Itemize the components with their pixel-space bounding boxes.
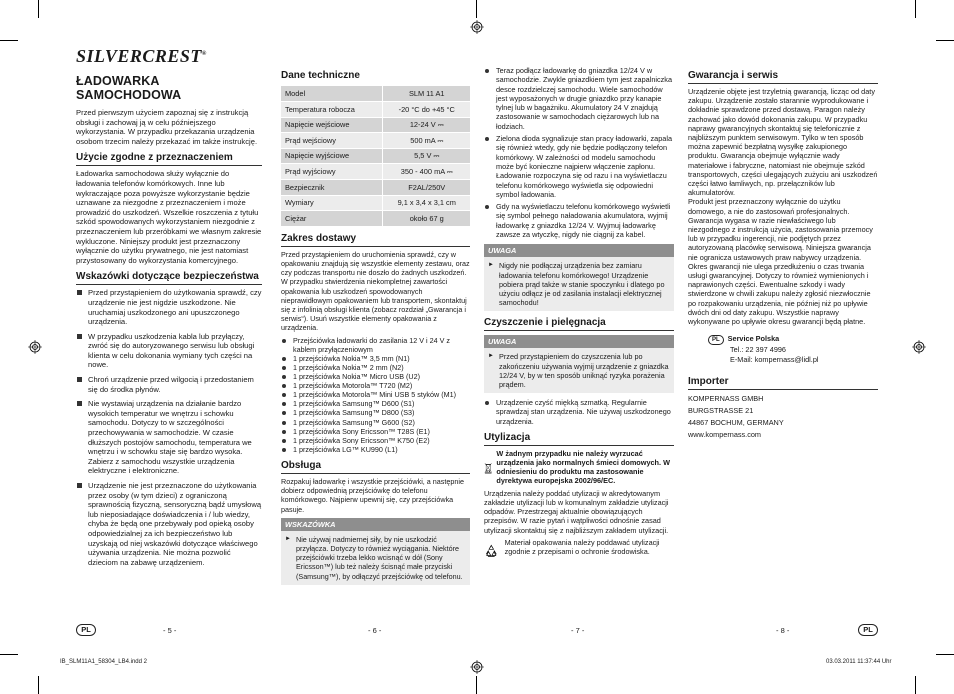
spec-key: Prąd wejściowy <box>281 133 383 149</box>
spec-value: F2AL/250V <box>383 180 470 196</box>
spec-value: 5,5 V ⎓ <box>383 148 470 164</box>
safety-item: Chroń urządzenie przed wilgocią i przedostaniem się do środka płynów. <box>76 375 262 394</box>
list-item: 1 przejściówka Nokia™ 2 mm (N2) <box>281 363 470 372</box>
list-item: Urządzenie czyść miękką szmatką. Regularnie sprawdzaj stan urządzenia. Nie używaj uszkodzonego urządzenia. <box>484 398 674 426</box>
table-row <box>281 180 470 196</box>
delivery-list <box>281 336 470 454</box>
crop-mark <box>936 654 954 655</box>
column-page-5 <box>76 74 262 572</box>
page-number-6: - 6 - <box>368 626 382 635</box>
registration-mark-icon <box>470 660 484 674</box>
print-filename: IB_SLM11A1_58304_LB4.indd 2 <box>60 659 147 665</box>
table-row <box>281 86 470 102</box>
spec-value: SLM 11 A1 <box>383 86 470 102</box>
safety-item: Przed przystąpieniem do użytkowania sprawdź, czy urządzenie nie jest nigdzie uszkodzone. Nie uruchamiaj uszkodzonego ani upuszczonego urządzenia. <box>76 288 262 326</box>
print-timestamp: 03.03.2011 11:37:44 Uhr <box>826 659 892 665</box>
delivery-text: Przed przystąpieniem do uruchomienia sprawdź, czy w opakowaniu znajdują się wszystkie elementy zestawu, oraz czy podczas transportu nie doszło do żadnych uszkodzeń. W przypadku stwierdzenia niekompletnej zawartości opakowania lub uszkodzeń spowodowanych nieprawidłowym opakowaniem lub transportem, skontaktuj się z infolinią obsługi klienta (zobacz rozdział „Gwarancja i serwis“). Usuń wszystkie elementy opakowania z urządzenia. <box>281 249 470 333</box>
table-row <box>281 102 470 118</box>
disposal-block <box>484 449 674 487</box>
spec-value: 350 - 400 mA ⎓ <box>383 164 470 180</box>
safety-item: W przypadku uszkodzenia kabla lub przyłączy, zwróć się do autoryzowanego serwisu lub obsługi klienta w celu dokonania wymiany tych części na nowe. <box>76 332 262 370</box>
intro-text: Przed pierwszym użyciem zapoznaj się z instrukcją obsługi i zachowaj ją w celu późniejszego wykorzystania. W przypadku przekazania urządzenia osobom trzecim należy przekazać im także instrukcję. <box>76 108 258 146</box>
heading-technical-data: Dane techniczne <box>281 70 360 81</box>
registration-mark-icon <box>470 20 484 34</box>
crop-mark <box>915 0 916 18</box>
tip-box <box>281 531 470 585</box>
service-country-badge: PL <box>708 335 724 345</box>
spec-value: 500 mA ⎓ <box>383 133 470 149</box>
spec-table <box>281 86 470 227</box>
spec-key: Ciężar <box>281 211 383 227</box>
importer-address <box>688 393 878 440</box>
page-number-8: - 8 - <box>776 626 790 635</box>
page-number-5: - 5 - <box>163 626 177 635</box>
crop-mark <box>0 654 18 655</box>
crop-mark <box>476 0 477 18</box>
column-page-8 <box>688 66 878 441</box>
crop-mark <box>915 676 916 694</box>
spec-key: Temperatura robocza <box>281 102 383 118</box>
spec-value: 12-24 V ⎓ <box>383 117 470 133</box>
spec-value: 9,1 x 3,4 x 3,1 cm <box>383 195 470 211</box>
column-page-6 <box>281 66 470 590</box>
warning-banner: UWAGA <box>484 335 674 348</box>
spec-key: Wymiary <box>281 195 383 211</box>
list-item: Teraz podłącz ładowarkę do gniazdka 12/24 V w samochodzie. Zwykle gniazdkiem tym jest zapalniczka desce rozdzielczej samochodu. Wiele samochodów jest wyposażonych w drugie gniazdko przy kanapie tylnej lub w bagażniku. Akumulatory 24 V znajdują zastosowanie w samochodach ciężarowych lub na łodziach. <box>484 66 674 131</box>
list-item: 1 przejściówka Nokia™ Micro USB (U2) <box>281 372 470 381</box>
crop-mark <box>38 676 39 694</box>
table-row <box>281 148 470 164</box>
safety-item: Nie wystawiaj urządzenia na działanie bardzo wysokich temperatur we wnętrzu i schowku samochodu. Dotyczy to w szczególności przechowywania w samochodzie. W czasie dłuższych postojów samochodu, temperatura we wnętrzu i w schowku staje się bardzo wysoka. Zabierz z samochodu wszystkie urządzenia elektryczne i elektroniczne. <box>76 399 262 476</box>
table-row <box>281 117 470 133</box>
heading-intended-use: Użycie zgodne z przeznaczeniem <box>76 152 262 166</box>
heading-safety: Wskazówki dotyczące bezpieczeństwa <box>76 271 262 285</box>
warning-text: ► Przed przystąpieniem do czyszczenia lub po zakończeniu używania wyjmij urządzenie z gniazdka 12/24 V, by w ten sposób uniknąć ryzyka porażenia prądem. <box>487 352 671 389</box>
importer-street: BURGSTRASSE 21 <box>688 406 754 416</box>
spec-value: -20 °C do +45 °C <box>383 102 470 118</box>
language-badge-left: PL <box>76 624 96 636</box>
warning-banner: UWAGA <box>484 244 674 257</box>
spec-key: Model <box>281 86 383 102</box>
importer-name: KOMPERNASS GMBH <box>688 394 764 404</box>
crop-mark <box>38 0 39 18</box>
warning-box <box>484 257 674 311</box>
warranty-text: Produkt jest przeznaczony wyłącznie do użytku domowego, a nie do zastosowań profesjonalnych. Gwarancja wygasa w razie niewłaściwego lub niezgodnego z instrukcją użycia, zastosowania przemocy lub w przypadku ingerencji, nie podjętych przez autoryzowaną placówkę serwisową. Niniejsza gwarancja nie ogranicza ustawowych praw nabywcy urządzenia. Okres gwarancji nie ulega przedłużeniu o czas trwania usługi gwarancyjnej. Dotyczy to również wymienionych i naprawionych części. Ewentualne szkody i wady stwierdzone w chwili zakupu należy zgłosić niezwłocznie po rozpakowaniu urządzenia, nie później niż po upływie dwóch dni od daty zakupu. Wszystkie naprawy wykonywane po upływie okresu gwarancji będą płatne. <box>688 197 873 327</box>
page-number-7: - 7 - <box>571 626 585 635</box>
list-item: Przejściówka ładowarki do zasilania 12 V i 24 V z kablem przyłączeniowym <box>281 336 470 354</box>
language-badge-right: PL <box>858 624 878 636</box>
spec-key: Napięcie wyjściowe <box>281 148 383 164</box>
warranty-text: Urządzenie objęte jest trzyletnią gwarancją, licząc od daty zakupu. Urządzenie zostało starannie wyprodukowane i dokładnie sprawdzone przed dostawą. Paragon należy zachować jako dowód dokonania zakupu. W przypadku naprawy gwarancyjnych skontaktuj się telefonicznie z najbliższym punktem serwisowym. Tylko w ten sposób można zapewnić bezpłatną wysyłkę zakupionego produktu. Gwarancja obejmuje wyłącznie wady materiałowe i fabryczne, natomiast nie obejmuje szkód transportowych, części ulegających zużyciu ani uszkodzeń części łatwo łamliwych, np. przełączników lub akumulatorów. <box>688 87 878 198</box>
service-email: E-Mail: kompernass@lidl.pl <box>730 354 819 364</box>
list-item: 1 przejściówka Samsung™ D800 (S3) <box>281 408 470 417</box>
packaging-block <box>484 538 674 564</box>
table-row <box>281 133 470 149</box>
service-phone: Tel.: 22 397 4996 <box>730 345 786 355</box>
page-title: ŁADOWARKA SAMOCHODOWA <box>76 74 182 102</box>
list-item: 1 przejściówka Motorola™ T720 (M2) <box>281 381 470 390</box>
registration-mark-icon <box>28 340 42 354</box>
recycling-icon <box>484 538 499 564</box>
brand-logo: SILVERCREST® <box>76 46 207 66</box>
service-block <box>688 334 878 364</box>
tip-text: ► Nie używaj nadmiernej siły, by nie uszkodzić przyłącza. Dotyczy to również wyciągania. Niektóre przejściówki trzeba lekko wcisnąć w dół (Sony Ericsson™) lub też należy ścisnąć małe przyciski (Samsung™), by odłączyć przejściówkę od telefonu. <box>284 535 467 581</box>
list-item: 1 przejściówka Motorola™ Mini USB 5 styków (M1) <box>281 390 470 399</box>
table-row <box>281 164 470 180</box>
weee-bin-icon <box>484 449 492 487</box>
tip-banner: WSKAZÓWKA <box>281 518 470 531</box>
heading-disposal: Utylizacja <box>484 432 674 446</box>
importer-website: www.kompernass.com <box>688 429 761 439</box>
list-item: 1 przejściówka Samsung™ G600 (S2) <box>281 418 470 427</box>
list-item: 1 przejściówka Sony Ericsson™ T28S (E1) <box>281 427 470 436</box>
spec-key: Prąd wyjściowy <box>281 164 383 180</box>
heading-delivery: Zakres dostawy <box>281 233 470 247</box>
importer-city: 44867 BOCHUM, GERMANY <box>688 418 784 428</box>
list-item: 1 przejściówka LG™ KU990 (L1) <box>281 445 470 454</box>
disposal-text: Urządzenia należy poddać utylizacji w akredytowanym zakładzie utylizacji lub w komunalnym zakładzie utylizacji odpadów. Przestrzegaj aktualnie obowiązujących przepisów. W razie pytań i wątpliwości odnośnie zasad utylizacji skontaktuj się z najbliższym zakładem utylizacji. <box>484 488 669 535</box>
service-title: Service Polska <box>727 334 780 344</box>
heading-cleaning: Czyszczenie i pielęgnacja <box>484 317 674 331</box>
warning-text: ► Nigdy nie podłączaj urządzenia bez zamiaru ładowania telefonu komórkowego! Urządzenie pobiera prąd także w stanie spoczynku i dlatego po użyciu odłącz je od zasilania instalacji elektrycznej samochodu! <box>487 261 671 307</box>
spec-value: około 67 g <box>383 211 470 227</box>
disposal-warning: W żadnym przypadku nie należy wyrzucać urządzenia jako normalnych śmieci domowych. W odniesieniu do produktu ma zastosowanie dyrektywa europejska 2002/96/EC. <box>496 448 670 486</box>
spec-key: Napięcie wejściowe <box>281 117 383 133</box>
heading-importer: Importer <box>688 376 878 390</box>
table-row <box>281 195 470 211</box>
list-item: Gdy na wyświetlaczu telefonu komórkowego wyświetli się symbol pełnego naładowania akumulatora, wyjmij ładowarkę z gniazdka 12/24 V. Wyjmuj ładowarkę zawsze za wtyczkę, nigdy nie ciągnij za kabel. <box>484 202 674 239</box>
crop-mark <box>476 676 477 694</box>
crop-mark <box>0 40 18 41</box>
registration-mark-icon <box>912 340 926 354</box>
list-item: 1 przejściówka Sony Ericsson™ K750 (E2) <box>281 436 470 445</box>
packaging-text: Materiał opakowania należy poddawać utylizacji zgodnie z przepisami o ochronie środowiska. <box>504 537 660 556</box>
heading-warranty: Gwarancja i serwis <box>688 70 878 84</box>
list-item: Zielona dioda sygnalizuje stan pracy ładowarki, zapala się również wtedy, gdy nie będzie podłączony telefon komórkowy. W zależności od modelu samochodu może być konieczne najpierw włączenie zapłonu. Ładowanie rozpoczyna się od razu i na wyświetlaczu telefonu komórkowego wyświetla się odpowiedni symbol ładowania. <box>484 134 674 199</box>
crop-mark <box>936 40 954 41</box>
list-item: 1 przejściówka Samsung™ D600 (S1) <box>281 399 470 408</box>
warning-box <box>484 348 674 393</box>
safety-item: Urządzenie nie jest przeznaczone do użytkowania przez osoby (w tym dzieci) z ograniczoną sprawnością fizyczną, sensoryczną bądź umysłową lub nieposiadające doświadczenia i / lub wiedzy, chyba że będą one przebywały pod opieką osoby odpowiedzialnej za ich bezpieczeństwo lub uzyskają od niej wskazówki dotyczące właściwego używania urządzenia. Nie można pozwolić dzieciom na zabawę urządzeniem. <box>76 481 262 567</box>
table-row <box>281 211 470 227</box>
handling-text: Rozpakuj ładowarkę i wszystkie przejściówki, a następnie dobierz odpowiednią przejściówkę do telefonu komórkowego. Najpierw upewnij się, czy przejściówka pasuje. <box>281 476 464 514</box>
usage-list <box>484 66 674 239</box>
heading-handling: Obsługa <box>281 460 470 474</box>
list-item: 1 przejściówka Nokia™ 3,5 mm (N1) <box>281 354 470 363</box>
spec-key: Bezpiecznik <box>281 180 383 196</box>
column-page-7 <box>484 66 674 564</box>
intended-use-text: Ładowarka samochodowa służy wyłącznie do ładowania telefonów komórkowych. Inne lub wykraczające poza powyższe wykorzystanie będzie uznawane za niezgodne z przeznaczeniem i może prowadzić do uszkodzeń. Wszelkie roszczenia z tytułu szkód spowodowanych wykorzystaniem niezgodnie z przeznaczeniem lub przeróbkami we własnym zakresie wykluczone. Niniejszy produkt jest przeznaczony wyłącznie do użytku prywatnego, nie jest natomiast przystosowany do wykorzystania komercyjnego. <box>76 169 262 265</box>
